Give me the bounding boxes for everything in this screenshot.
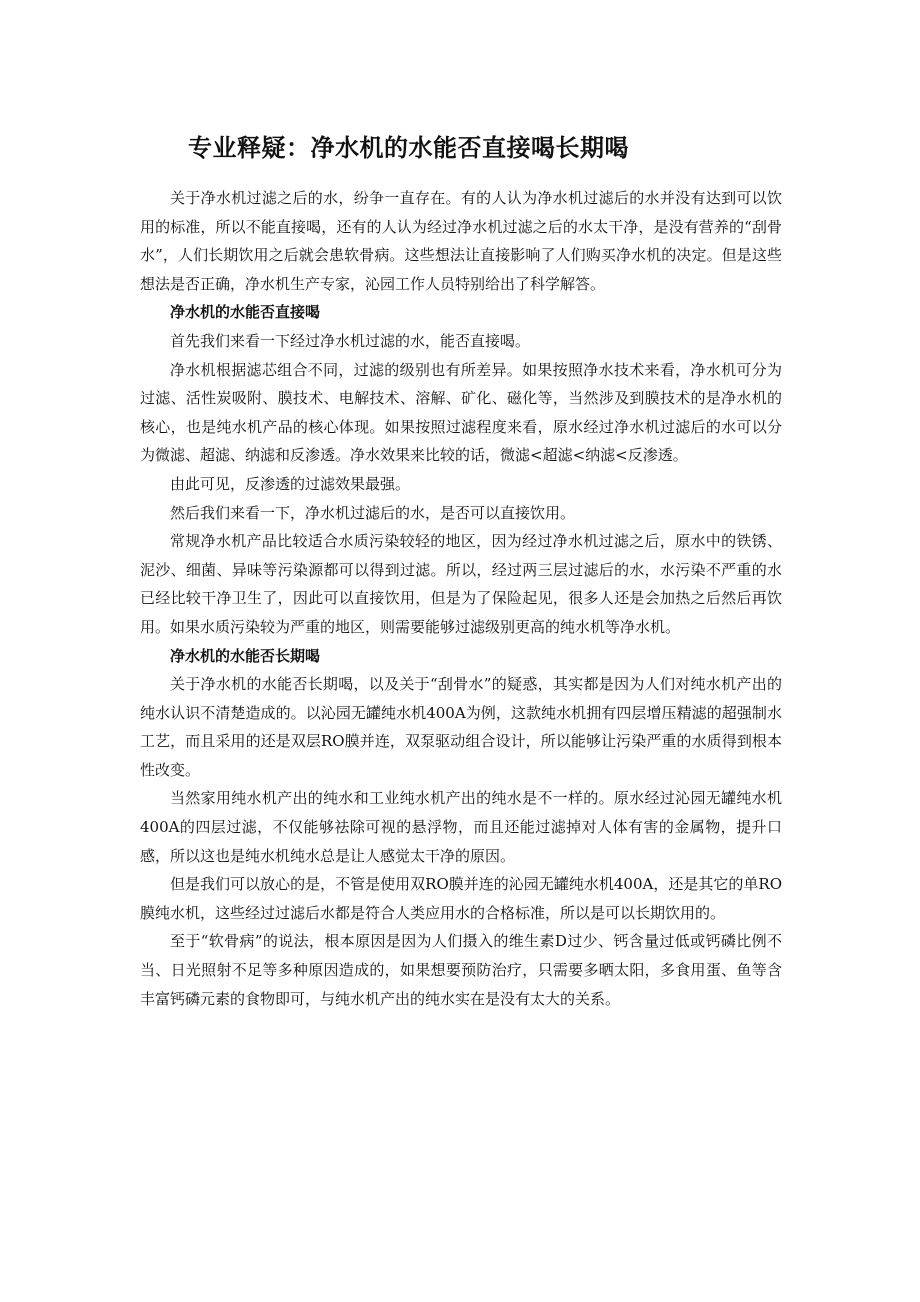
- document-body: [140, 184, 782, 1013]
- paragraph-intro: 关于净水机过滤之后的水，纷争一直存在。有的人认为净水机过滤后的水并没有达到可以饮用的标准，所以不能直接喝，还有的人认为经过净水机过滤之后的水太干净，是没有营养的“刮骨水”，人们长期饮用之后就会患软骨病。这些想法让直接影响了人们购买净水机的决定。但是这些想法是否正确，净水机生产专家，沁园工作人员特别给出了科学解答。: [140, 189, 782, 293]
- paragraph: 然后我们来看一下，净水机过滤后的水，是否可以直接饮用。: [170, 503, 576, 522]
- section-heading-long-term: 净水机的水能否长期喝: [170, 646, 321, 665]
- paragraph: 常规净水机产品比较适合水质污染较轻的地区，因为经过净水机过滤之后，原水中的铁锈、泥沙、细菌、异味等污染源都可以得到过滤。所以，经过两三层过滤后的水，水污染不严重的水已经比较干净卫生了，因此可以直接饮用，但是为了保险起见，很多人还是会加热之后然后再饮用。如果水质污染较为严重的地区，则需要能够过滤级别更高的纯水机等净水机。: [140, 532, 782, 636]
- paragraph: 首先我们来看一下经过净水机过滤的水，能否直接喝。: [170, 331, 531, 350]
- document-title: 专业释疑：净水机的水能否直接喝长期喝: [188, 134, 629, 162]
- paragraph: 净水机根据滤芯组合不同，过滤的级别也有所差异。如果按照净水技术来看，净水机可分为过滤、活性炭吸附、膜技术、电解技术、溶解、矿化、磁化等，当然涉及到膜技术的是净水机的核心，也是纯水机产品的核心体现。如果按照过滤程度来看，原水经过净水机过滤后的水可以分为微滤、超滤、纳滤和反渗透。净水效果来比较的话，微滤<超滤<纳滤<反渗透。: [140, 360, 782, 465]
- section-heading-direct-drink: 净水机的水能否直接喝: [170, 303, 321, 322]
- paragraph: 当然家用纯水机产出的纯水和工业纯水机产出的纯水是不一样的。原水经过沁园无罐纯水机400A的四层过滤，不仅能够祛除可视的悬浮物，而且还能过滤掉对人体有害的金属物，提升口感，所以这也是纯水机纯水总是让人感觉太干净的原因。: [140, 789, 782, 865]
- paragraph: 至于“软骨病”的说法，根本原因是因为人们摄入的维生素D过少、钙含量过低或钙磷比例不当、日光照射不足等多种原因造成的，如果想要预防治疗，只需要多晒太阳，多食用蛋、鱼等含丰富钙磷元素的食物即可，与纯水机产出的纯水实在是没有太大的关系。: [140, 932, 782, 1008]
- paragraph: 由此可见，反渗透的过滤效果最强。: [170, 474, 411, 493]
- paragraph: 关于净水机的水能否长期喝，以及关于“刮骨水”的疑惑，其实都是因为人们对纯水机产出的纯水认识不清楚造成的。以沁园无罐纯水机400A为例，这款纯水机拥有四层增压精滤的超强制水工艺，而且采用的还是双层RO膜并连，双泵驱动组合设计，所以能够让污染严重的水质得到根本性改变。: [140, 675, 782, 779]
- paragraph: 但是我们可以放心的是，不管是使用双RO膜并连的沁园无罐纯水机400A，还是其它的单RO膜纯水机，这些经过过滤后水都是符合人类应用水的合格标准，所以是可以长期饮用的。: [140, 875, 782, 922]
